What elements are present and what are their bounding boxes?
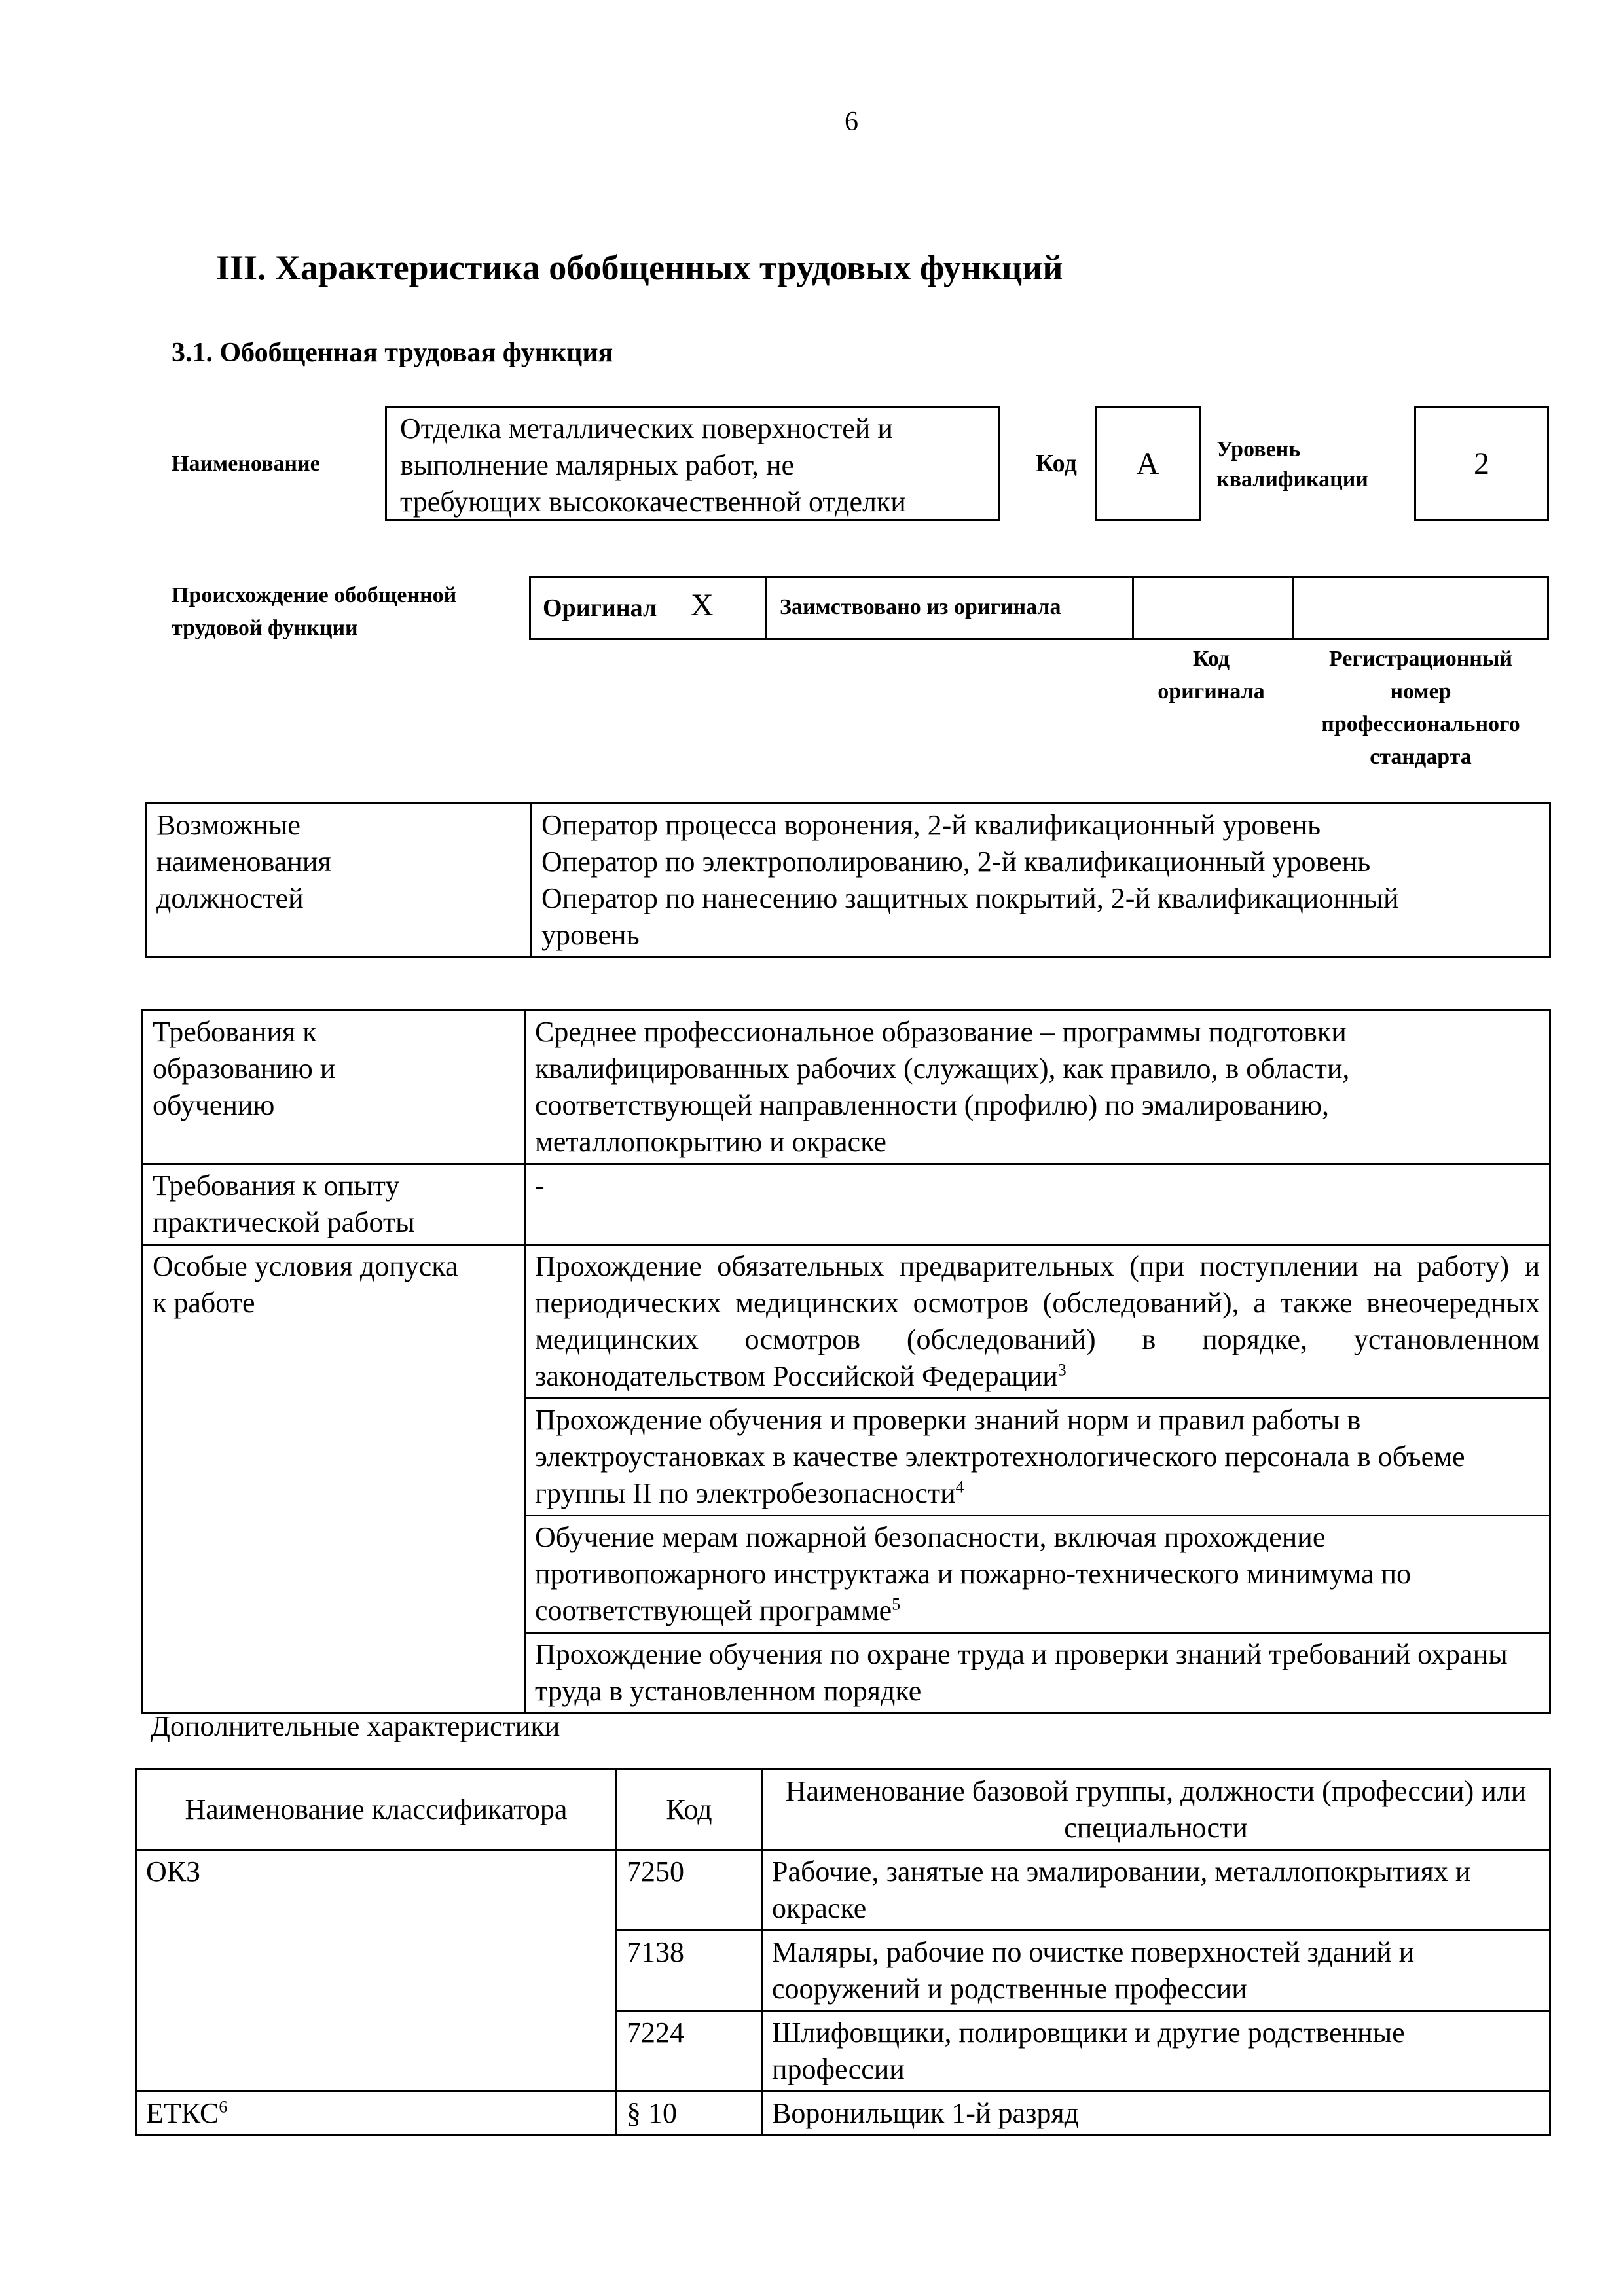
reg-caption-line-3: профессионального [1321,712,1520,736]
origin-table [529,576,1549,640]
experience-label-cell [143,1164,525,1245]
position-item: уровень [541,919,640,951]
name-label: Наименование [172,452,320,476]
table-row [136,1850,1550,1931]
position-item: Оператор процесса воронения, 2-й квалификационный уровень [541,809,1321,841]
conditions-label-line-1: Особые условия допуска [153,1250,458,1282]
additional-table [135,1768,1551,2136]
origin-label [172,579,456,645]
classifier-text: ЕТКС [146,2097,219,2129]
education-value-cell [525,1011,1550,1164]
reg-caption-line-1: Регистрационный [1328,647,1513,671]
condition-cell-fire [525,1516,1550,1633]
footnote-ref: 5 [892,1594,901,1614]
condition-text: Прохождение обучения и проверки знаний норм и правил работы в электроустановках в качестве электротехнологического персонала в объеме группы II по электробезопасности [535,1404,1465,1509]
experience-value-cell: - [525,1164,1550,1245]
classifier-cell: ОКЗ [136,1850,617,2092]
footnote-ref: 3 [1057,1360,1067,1380]
education-label-cell [143,1011,525,1164]
original-label: Оригинал [543,594,657,622]
code-value: A [1136,446,1159,481]
additional-title: Дополнительные характеристики [151,1710,560,1742]
origin-label-line-2: трудовой функции [172,616,358,640]
condition-text: Прохождение обязательных предварительных (при поступлении на работу) и периодических медицинских осмотров (обследований), а также внеочередных медицинских осмотров (обследований) в порядке, установленном законодательством Российской Федерации [535,1250,1540,1392]
education-line-3: соответствующей направленности (профилю) по эмалированию, [535,1089,1330,1121]
table-row [136,2092,1550,2136]
code-label: Код [1036,450,1077,477]
positions-label-line-1: Возможные [156,809,301,841]
conditions-row-1 [143,1245,1550,1399]
condition-text: Обучение мерам пожарной безопасности, включая прохождение противопожарного инструктажа и пожарно-технического минимума по соответствующей программе [535,1521,1412,1626]
original-mark: X [691,588,714,622]
positions-label-cell [147,804,532,958]
code-box [1095,406,1201,521]
subsection-title: 3.1. Обобщенная трудовая функция [172,338,613,368]
positions-label-line-2: наименования [156,846,331,878]
origin-divider-1 [765,578,767,638]
borrowed-label: Заимствовано из оригинала [780,595,1061,619]
condition-text: Прохождение обучения по охране труда и проверки знаний требований охраны труда в установленном порядке [535,1638,1508,1707]
education-line-4: металлопокрытию и окраске [535,1126,886,1158]
name-cell: Шлифовщики, полировщики и другие родственные профессии [762,2011,1550,2092]
education-label-line-3: обучению [153,1089,275,1121]
name-cell: Воронильщик 1-й разряд [762,2092,1550,2136]
level-box [1414,406,1549,521]
origin-label-line-1: Происхождение обобщенной [172,583,457,607]
classifier-cell [136,2092,617,2136]
experience-row [143,1164,1550,1245]
name-cell: Рабочие, занятые на эмалировании, металлопокрытиях и окраске [762,1850,1550,1931]
header-name: Наименование базовой группы, должности (профессии) или специальности [762,1770,1550,1850]
code-caption-line-1: Код [1192,647,1230,671]
positions-table [145,802,1551,958]
condition-cell-medical [525,1245,1550,1399]
education-row [143,1011,1550,1164]
header-classifier: Наименование классификатора [136,1770,617,1850]
experience-label-line-1: Требования к опыту [153,1170,400,1202]
positions-label-line-3: должностей [156,882,304,914]
code-caption [1133,643,1290,708]
position-item: Оператор по электрополированию, 2-й квалификационный уровень [541,846,1371,878]
level-label [1216,435,1368,495]
section-title: III. Характеристика обобщенных трудовых функций [216,248,1063,287]
code-caption-line-2: оригинала [1158,679,1265,704]
positions-value-cell [532,804,1550,958]
position-item: Оператор по нанесению защитных покрытий, 2-й квалификационный [541,882,1399,914]
code-cell: § 10 [617,2092,762,2136]
condition-cell-labor-safety [525,1633,1550,1713]
experience-label-line-2: практической работы [153,1206,415,1238]
positions-row [147,804,1550,958]
additional-header-row [136,1770,1550,1850]
page-number: 6 [845,107,858,137]
function-name-line-3: требующих высококачественной отделки [400,486,906,518]
education-line-2: квалифицированных рабочих (служащих), как правило, в области, [535,1052,1350,1085]
footnote-ref: 6 [219,2097,228,2117]
education-line-1: Среднее профессиональное образование – программы подготовки [535,1016,1347,1048]
code-cell: 7250 [617,1850,762,1931]
origin-divider-2 [1132,578,1134,638]
origin-divider-3 [1292,578,1294,638]
reg-caption-line-4: стандарта [1370,745,1472,769]
requirements-table [141,1009,1551,1714]
level-label-line-2: квалификации [1216,467,1368,492]
reg-caption-line-2: номер [1390,679,1451,704]
level-label-line-1: Уровень [1216,437,1301,461]
education-label-line-1: Требования к [153,1016,317,1048]
reg-caption [1283,643,1558,774]
footnote-ref: 4 [955,1477,964,1497]
education-label-line-2: образованию и [153,1052,336,1085]
name-cell: Маляры, рабочие по очистке поверхностей зданий и сооружений и родственные профессии [762,1931,1550,2011]
level-value: 2 [1474,446,1489,481]
condition-cell-electrical [525,1399,1550,1516]
conditions-label-cell [143,1245,525,1713]
conditions-label-line-2: к работе [153,1287,255,1319]
function-name-line-1: Отделка металлических поверхностей и [400,412,893,444]
code-cell: 7224 [617,2011,762,2092]
code-cell: 7138 [617,1931,762,2011]
function-name-box [385,406,1000,521]
header-code: Код [617,1770,762,1850]
function-name-line-2: выполнение малярных работ, не [400,449,795,481]
